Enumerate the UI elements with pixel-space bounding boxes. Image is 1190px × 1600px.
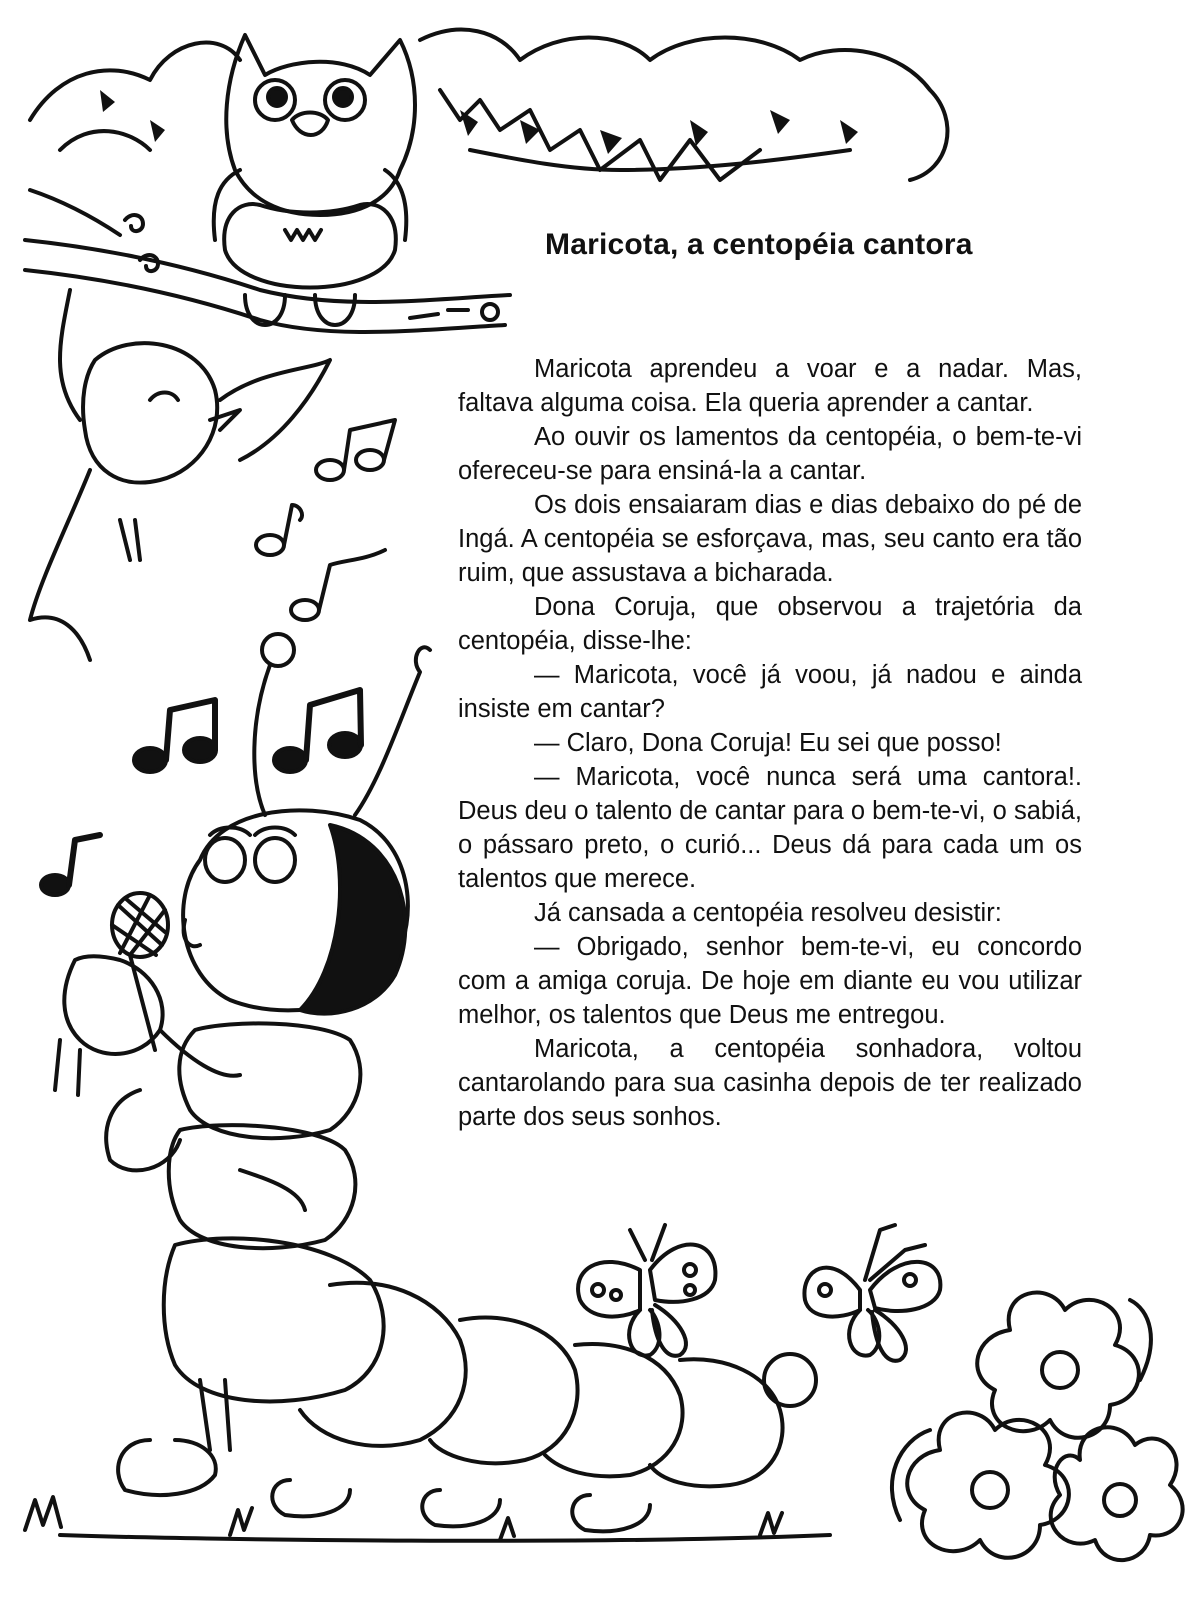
paragraph: Ao ouvir os lamentos da centopéia, o bem-te-vi ofereceu-se para ensiná-la a cantar.	[458, 423, 1082, 485]
bird-icon	[30, 290, 330, 660]
paragraph: Já cansada a centopéia resolveu desistir:	[534, 899, 1002, 927]
paragraph: — Obrigado, senhor bem-te-vi, eu concordo com a amiga coruja. De hoje em diante eu vou utilizar melhor, os talentos que Deus me entregou.	[458, 933, 1082, 1029]
paragraph: Os dois ensaiaram dias e dias debaixo do pé de Ingá. A centopéia se esforçava, mas, seu canto era tão ruim, que assustava a bicharada.	[458, 491, 1082, 587]
paragraph: — Claro, Dona Coruja! Eu sei que posso!	[534, 729, 1002, 757]
tree-foliage-icon	[30, 30, 947, 180]
paragraph: Maricota aprendeu a voar e a nadar. Mas, faltava alguma coisa. Ela queria aprender a cantar.	[458, 355, 1082, 417]
black-note-icon	[41, 690, 361, 895]
paragraph: — Maricota, você nunca será uma cantora!. Deus deu o talento de cantar para o bem-te-vi, o sabiá, o pássaro preto, o curió... Deus dá para cada um os talentos que merece.	[458, 763, 1082, 893]
butterfly-icon	[578, 1225, 715, 1356]
butterfly-icon	[804, 1225, 940, 1361]
owl-icon	[214, 35, 415, 325]
tree-branch-icon	[25, 190, 510, 332]
paragraph: Maricota, a centopéia sonhadora, voltou cantarolando para sua casinha depois de ter realizado parte dos seus sonhos.	[458, 1035, 1082, 1131]
music-note-icon	[256, 420, 395, 620]
flower-icon	[892, 1293, 1183, 1561]
story-text	[458, 352, 1082, 1134]
paragraph: Dona Coruja, que observou a trajetória da centopéia, disse-lhe:	[458, 593, 1082, 655]
paragraph: — Maricota, você já voou, já nadou e ainda insiste em cantar?	[458, 661, 1082, 723]
story-title: Maricota, a centopéia cantora	[545, 228, 973, 261]
